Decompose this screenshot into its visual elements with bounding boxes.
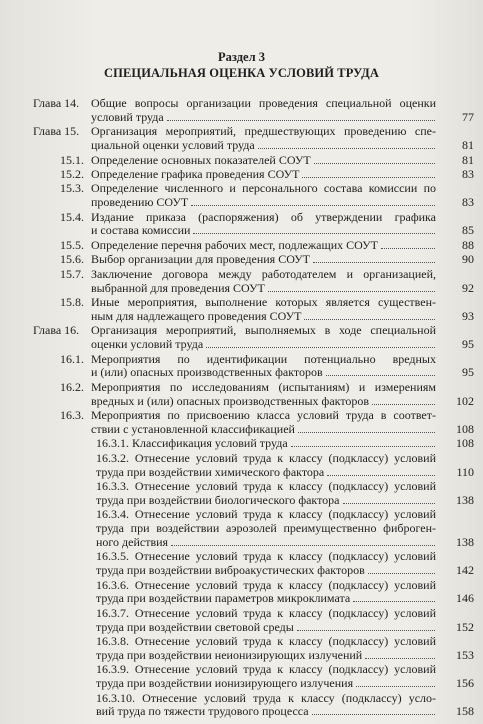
toc-entry[interactable]	[0, 381, 483, 409]
toc-entry-page-number: 153	[456, 647, 474, 662]
toc-entry-page-number: 156	[456, 676, 474, 691]
toc-entry-title	[91, 253, 436, 267]
toc-entry-number: Глава 14.	[33, 96, 80, 110]
dot-leader	[343, 502, 435, 504]
toc-entry-page-number: 93	[462, 308, 474, 323]
dot-leader	[302, 176, 435, 178]
toc-entry-page-number: 108	[456, 436, 474, 451]
toc-entry[interactable]	[0, 268, 483, 296]
toc-entry-number: 15.2.	[60, 166, 84, 181]
toc-entry-title	[91, 211, 436, 239]
toc-entry-title	[96, 437, 436, 451]
toc-entry-number: Глава 16.	[33, 323, 80, 338]
toc-entry-line: труда при воздействии ионизирующего излучения	[96, 677, 436, 691]
toc-entry-number: 16.2.	[60, 379, 84, 394]
dot-leader	[268, 290, 435, 292]
toc-entry-title	[91, 239, 436, 253]
toc-entry-page-number: 138	[456, 534, 474, 549]
dot-leader	[372, 403, 435, 405]
toc-entry[interactable]	[0, 353, 483, 381]
dot-leader	[313, 261, 435, 263]
toc-entry-page-number: 158	[456, 704, 474, 719]
toc-entry-title	[91, 125, 436, 153]
toc-entry-page-number: 81	[462, 152, 474, 167]
toc-entry-title	[91, 268, 436, 296]
dot-leader	[327, 474, 435, 476]
dot-leader	[314, 162, 435, 164]
dot-leader	[258, 147, 435, 149]
toc-entry-line: и состава комиссии	[91, 224, 436, 238]
toc-entry[interactable]	[0, 635, 483, 663]
toc-entry[interactable]	[0, 239, 483, 253]
toc-entry-page-number: 83	[462, 166, 474, 181]
toc-entry-line: Организация мероприятий, предшествующих проведению спе-	[91, 125, 436, 139]
toc-entry[interactable]	[0, 97, 483, 125]
toc-entry-line: Мероприятия по присвоению класса условий труда в соответ-	[91, 409, 436, 423]
dot-leader	[365, 657, 435, 659]
toc-entry-title	[96, 579, 436, 607]
toc-entry-page-number: 92	[462, 280, 474, 295]
toc-entry-line: циальной оценки условий труда	[91, 139, 436, 153]
toc-entry-page-number: 110	[456, 464, 474, 479]
toc-entry-number: 15.1.	[60, 152, 84, 167]
toc-entry-line: труда при воздействии химического фактора	[96, 466, 436, 480]
toc-entry-line: 16.3.2. Отнесение условий труда к классу (подклассу) условий	[96, 451, 436, 465]
dot-leader	[297, 629, 435, 631]
toc-entry-title	[96, 452, 436, 480]
toc-entry-page-number: 102	[456, 393, 474, 408]
dot-leader	[304, 318, 435, 320]
toc-entry-line: Выбор организации для проведения СОУТ	[91, 253, 436, 267]
toc-entry-page-number: 152	[456, 619, 474, 634]
toc-entry-line: ствии с установленной классификацией	[91, 423, 436, 437]
toc-entry[interactable]	[0, 296, 483, 324]
toc-entry-number: 15.8.	[60, 295, 84, 310]
toc-entry-title	[96, 635, 436, 663]
dot-leader	[326, 374, 435, 376]
toc-entry-title	[91, 409, 436, 437]
section-header	[0, 50, 483, 81]
toc-entry[interactable]	[0, 324, 483, 352]
toc-entry-line: 16.3.10. Отнесение условий труда к классу (подклассу) усло-	[96, 691, 436, 705]
dot-leader	[193, 232, 435, 234]
toc-entry-line: труда при воздействии параметров микроклимата	[96, 592, 436, 606]
dot-leader	[298, 431, 435, 433]
toc-entry-line: Определение графика проведения СОУТ	[91, 168, 436, 182]
toc-entry-number: 15.7.	[60, 266, 84, 281]
toc-entry-title	[96, 663, 436, 691]
toc-entry[interactable]	[0, 692, 483, 720]
toc-entry-title	[91, 324, 436, 352]
section-title: СПЕЦИАЛЬНАЯ ОЦЕНКА УСЛОВИЙ ТРУДА	[104, 66, 379, 80]
dot-leader	[206, 346, 435, 348]
toc-entry[interactable]	[0, 253, 483, 267]
toc-entry-title	[96, 692, 436, 720]
dot-leader	[312, 713, 435, 715]
toc-entry[interactable]	[0, 125, 483, 153]
toc-entry-title	[96, 480, 436, 508]
dot-leader	[368, 572, 435, 574]
toc-entry-line: Иные мероприятия, выполнение которых является существен-	[91, 296, 436, 310]
toc-entry[interactable]	[0, 182, 483, 210]
toc-entry-line: 16.3.8. Отнесение условий труда к классу (подклассу) условий	[96, 635, 436, 649]
toc-entry[interactable]	[0, 508, 483, 549]
toc-entry[interactable]	[0, 437, 483, 451]
toc-entry-line: Определение численного и персонального состава комиссии по	[91, 182, 436, 196]
toc-entry-page-number: 77	[462, 109, 474, 124]
toc-entry-number: 15.5.	[60, 237, 84, 252]
toc-entry-page-number: 83	[462, 195, 474, 210]
toc-entry-title	[91, 381, 436, 409]
toc-entry-line: и (или) опасных производственных факторов	[91, 366, 436, 380]
toc-entry[interactable]	[0, 579, 483, 607]
toc-entry-line: ным для надлежащего проведения СОУТ	[91, 310, 436, 324]
dot-leader	[356, 685, 435, 687]
toc-entry[interactable]	[0, 409, 483, 437]
toc-entry-line: 16.3.3. Отнесение условий труда к классу (подклассу) условий	[96, 480, 436, 493]
toc-entry-number: 15.4.	[60, 209, 84, 224]
toc-entry[interactable]	[0, 663, 483, 691]
toc-entry-line: 16.3.7. Отнесение условий труда к классу (подклассу) условий	[96, 606, 436, 620]
toc-entry-line: труда при воздействии виброакустических факторов	[96, 564, 436, 578]
toc-entry[interactable]	[0, 154, 483, 168]
toc-entry-line: проведению СОУТ	[91, 196, 436, 210]
toc-entry-title	[91, 353, 436, 381]
toc-entry-page-number: 88	[462, 237, 474, 252]
toc-entry-line: 16.3.6. Отнесение условий труда к классу (подклассу) условий	[96, 578, 436, 592]
toc-entry-page-number: 108	[456, 421, 474, 436]
toc-entry-line: условий труда	[91, 111, 436, 125]
toc-entry-line: Мероприятия по идентификации потенциально вредных	[91, 352, 436, 366]
toc-entry-title	[91, 154, 436, 168]
toc-entry-line: Заключение договора между работодателем и организацией,	[91, 267, 436, 281]
toc-entry-title	[96, 550, 436, 578]
toc-entry-line: оценки условий труда	[91, 338, 436, 352]
section-label: Раздел 3	[218, 50, 265, 64]
toc-entry-line: Определение перечня рабочих мест, подлежащих СОУТ	[91, 239, 436, 253]
toc-entry-line: вредных и (или) опасных производственных факторов	[91, 395, 436, 409]
toc-entry-page-number: 90	[462, 252, 474, 267]
toc-entry-line: труда при воздействии аэрозолей преимущественно фиброген-	[96, 522, 436, 536]
toc-entry[interactable]	[0, 480, 483, 508]
toc-entry-line: вий труда по тяжести трудового процесса	[96, 705, 436, 719]
toc-entry-line: ного действия	[96, 536, 436, 550]
toc-entry-number: 16.3.	[60, 408, 84, 423]
toc-entry[interactable]	[0, 452, 483, 480]
toc-entry-title	[91, 168, 436, 182]
toc-entry-title	[91, 97, 436, 125]
dot-leader	[167, 119, 435, 121]
dot-leader	[291, 445, 435, 447]
toc-entry-page-number: 138	[456, 492, 474, 507]
toc-entry-page-number: 85	[462, 223, 474, 238]
toc-entry-line: труда при воздействии световой среды	[96, 621, 436, 635]
toc-entry-page-number: 142	[456, 563, 474, 578]
toc-entry-number: 16.1.	[60, 351, 84, 366]
toc-entry-page-number: 81	[462, 138, 474, 153]
toc-entry-line: выбранной для проведения СОУТ	[91, 282, 436, 296]
toc-entry-line: 16.3.5. Отнесение условий труда к классу (подклассу) условий	[96, 550, 436, 564]
toc-entry[interactable]	[0, 168, 483, 182]
toc-entry-line: труда при воздействии неионизирующих излучений	[96, 649, 436, 663]
toc-entry-line: Издание приказа (распоряжения) об утверждении графика	[91, 210, 436, 224]
toc-entry-title	[91, 296, 436, 324]
toc-entry-title	[91, 182, 436, 210]
toc-entry-page-number: 146	[456, 591, 474, 606]
toc-entry-page-number: 95	[462, 337, 474, 352]
toc-entry-title	[96, 607, 436, 635]
toc-entry-page-number: 95	[462, 365, 474, 380]
toc-entry-number: 15.3.	[60, 181, 84, 196]
dot-leader	[381, 247, 435, 249]
toc-entry[interactable]	[0, 211, 483, 239]
dot-leader	[353, 600, 435, 602]
toc-entry-line: Организация мероприятий, выполняемых в ходе специальной	[91, 324, 436, 338]
toc-entry-line: труда при воздействии биологического фактора	[96, 494, 436, 508]
toc-entry-line: 16.3.9. Отнесение условий труда к классу (подклассу) условий	[96, 663, 436, 677]
dot-leader	[171, 544, 435, 546]
toc-entry-line: Мероприятия по исследованиям (испытаниям) и измерениям	[91, 380, 436, 394]
toc-entry-line: Определение основных показателей СОУТ	[91, 154, 436, 168]
toc-entry-line: 16.3.4. Отнесение условий труда к классу (подклассу) условий	[96, 508, 436, 522]
toc-entry-number: 15.6.	[60, 252, 84, 267]
toc-entry-line: Общие вопросы организации проведения специальной оценки	[91, 97, 436, 110]
toc-entry[interactable]	[0, 607, 483, 635]
toc-entry[interactable]	[0, 550, 483, 578]
dot-leader	[191, 204, 435, 206]
toc-entry-title	[96, 508, 436, 549]
toc-entry-line: 16.3.1. Классификация условий труда	[96, 437, 436, 451]
toc-entry-number: Глава 15.	[33, 124, 80, 139]
